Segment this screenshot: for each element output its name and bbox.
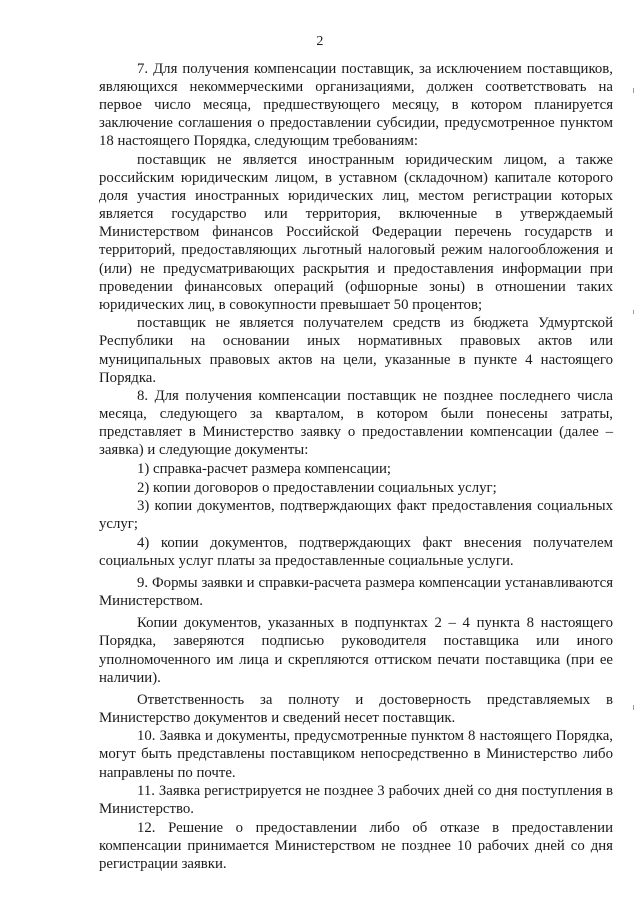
page-number: 2 <box>316 34 324 49</box>
paragraph-11: 11. Заявка регистрируется не позднее 3 рабочих дней со дня поступления в Министерство. <box>99 783 613 818</box>
paragraph-7: 7. Для получения компенсации поставщик, за исключением поставщиков, являющихся некоммерческими организациями, должен соответствовать на первое число месяца, предшествующего месяцу, в котором планируется заключение соглашения о предоставлении субсидии, предусмотренное пунктом 18 настоящего Порядка, следующим требованиям: <box>99 61 613 150</box>
requirement-not-budget-recipient: поставщик не является получателем средств из бюджета Удмуртской Республики на основании иных нормативных правовых актов или муниципальных правовых актов на цели, указанные в пункте 4 настоящего Порядка. <box>99 315 613 386</box>
document-list-item-3: 3) копии документов, подтверждающих факт предоставления социальных услуг; <box>99 498 613 533</box>
paragraph-9: 9. Формы заявки и справки-расчета размера компенсации устанавливаются Министерством. <box>99 575 613 610</box>
requirement-not-foreign-entity: поставщик не является иностранным юридическим лицом, а также российским юридическим лицом, в уставном (складочном) капитале которого доля участия иностранных юридических лиц, местом регистрации которых является государство или территория, включенные в утверждаемый Министерством финансов Российской Федерации перечень государств и территорий, предоставляющих льготный налоговый режим налогообложения и (или) не предусматривающих раскрытия и предоставления информации при проведении финансовых операций (офшорные зоны) в отношении таких юридических лиц, в совокупности превышает 50 процентов; <box>99 151 613 313</box>
paragraph-10: 10. Заявка и документы, предусмотренные пунктом 8 настоящего Порядка, могут быть представлены поставщиком непосредственно в Министерство либо направлены по почте. <box>99 728 613 781</box>
document-list-item-4: 4) копии документов, подтверждающих факт внесения получателем социальных услуг платы за предоставленные социальные услуги. <box>99 534 613 570</box>
paragraph-9-copies: Копии документов, указанных в подпунктах 2 – 4 пункта 8 настоящего Порядка, заверяются подписью руководителя поставщика или иного уполномоченного им лица и скрепляются оттиском печати поставщика (при ее наличии). <box>99 615 613 686</box>
paragraph-12: 12. Решение о предоставлении либо об отказе в предоставлении компенсации принимается Министерством не позднее 10 рабочих дней со дня регистрации заявки. <box>99 819 613 873</box>
paragraph-8: 8. Для получения компенсации поставщик не позднее последнего числа месяца, следующего за кварталом, в котором были понесены затраты, представляет в Министерство заявку о предоставлении компенсации (далее – заявка) и следующие документы: <box>99 388 613 459</box>
scan-edge-mark <box>633 310 634 314</box>
paragraph-9-responsibility: Ответственность за полноту и достоверность представляемых в Министерство документов и сведений несет поставщик. <box>99 691 613 726</box>
scan-edge-mark <box>633 705 634 710</box>
scan-edge-mark <box>633 88 634 93</box>
document-body <box>99 60 613 873</box>
document-list-item-1: 1) справка-расчет размера компенсации; <box>137 461 392 478</box>
document-list-item-2: 2) копии договоров о предоставлении социальных услуг; <box>137 479 497 496</box>
